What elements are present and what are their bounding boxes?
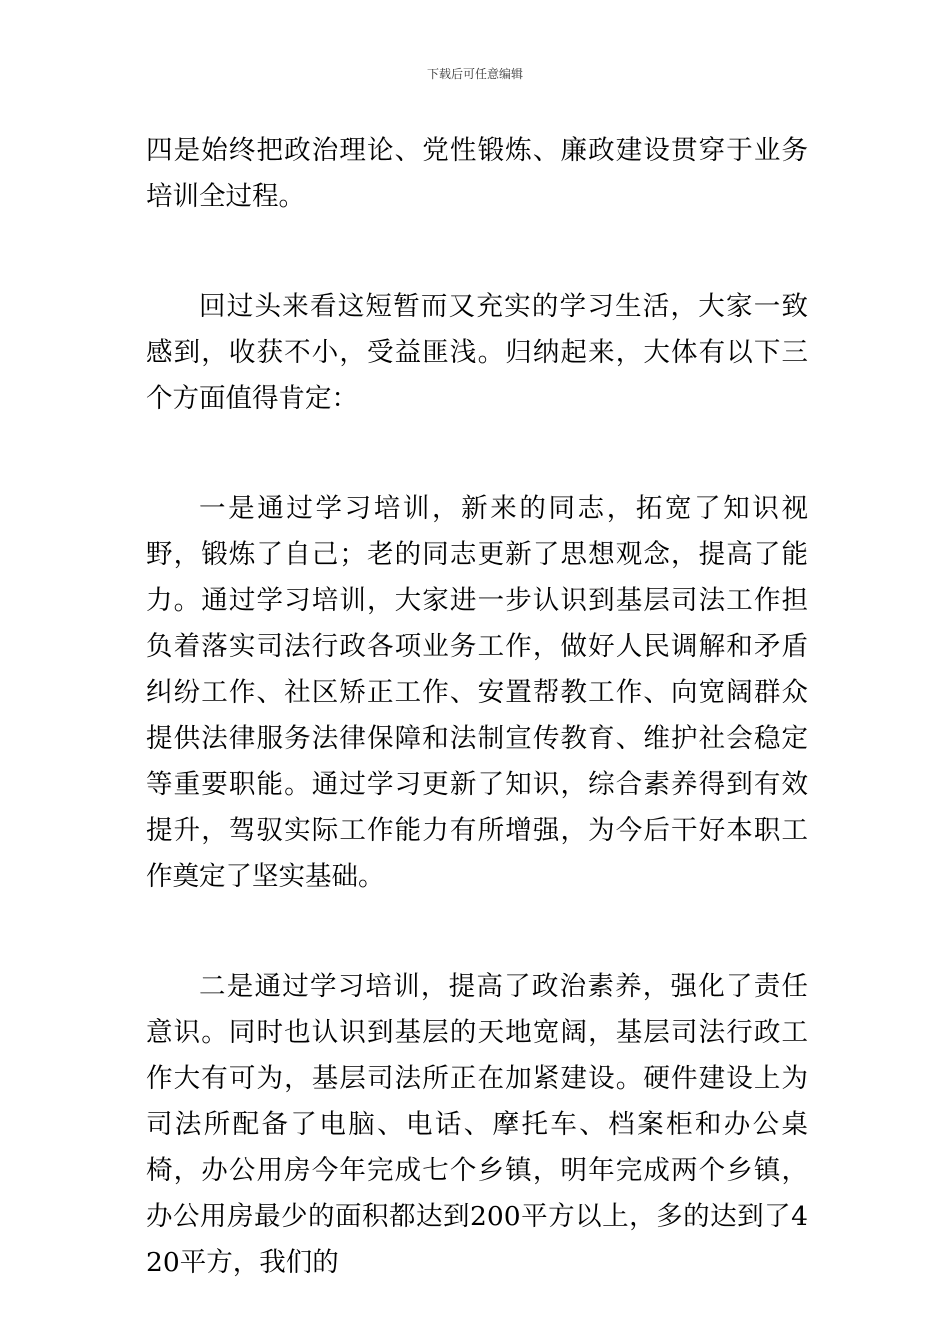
paragraph-gap (146, 422, 808, 486)
document-body (146, 128, 808, 1286)
page-header: 下载后可任意编辑 (426, 67, 523, 81)
paragraph-4: 二是通过学习培训，提高了政治素养，强化了责任意识。同时也认识到基层的天地宽阔，基层司法行政工作大有可为，基层司法所正在加紧建设。硬件建设上为司法所配备了电脑、电话、摩托车、档案柜和办公桌椅，办公用房今年完成七个乡镇，明年完成两个乡镇，办公用房最少的面积都达到200平方以上，多的达到了420平方，我们的 (146, 971, 808, 1278)
paragraph-3: 一是通过学习培训，新来的同志，拓宽了知识视野，锻炼了自己；老的同志更新了思想观念，提高了能力。通过学习培训，大家进一步认识到基层司法工作担负着落实司法行政各项业务工作，做好人民调解和矛盾纠纷工作、社区矫正工作、安置帮教工作、向宽阔群众提供法律服务法律保障和法制宣传教育、维护社会稳定等重要职能。通过学习更新了知识，综合素养得到有效提升，驾驭实际工作能力有所增强，为今后干好本职工作奠定了坚实基础。 (146, 493, 808, 892)
paragraph-1: 四是始终把政治理论、党性锻炼、廉政建设贯穿于业务培训全过程。 (146, 135, 808, 212)
paragraph-gap (146, 220, 808, 284)
paragraph-2: 回过头来看这短暂而又充实的学习生活，大家一致感到，收获不小，受益匪浅。归纳起来，大体有以下三个方面值得肯定： (146, 291, 808, 414)
paragraph-gap (146, 900, 808, 964)
